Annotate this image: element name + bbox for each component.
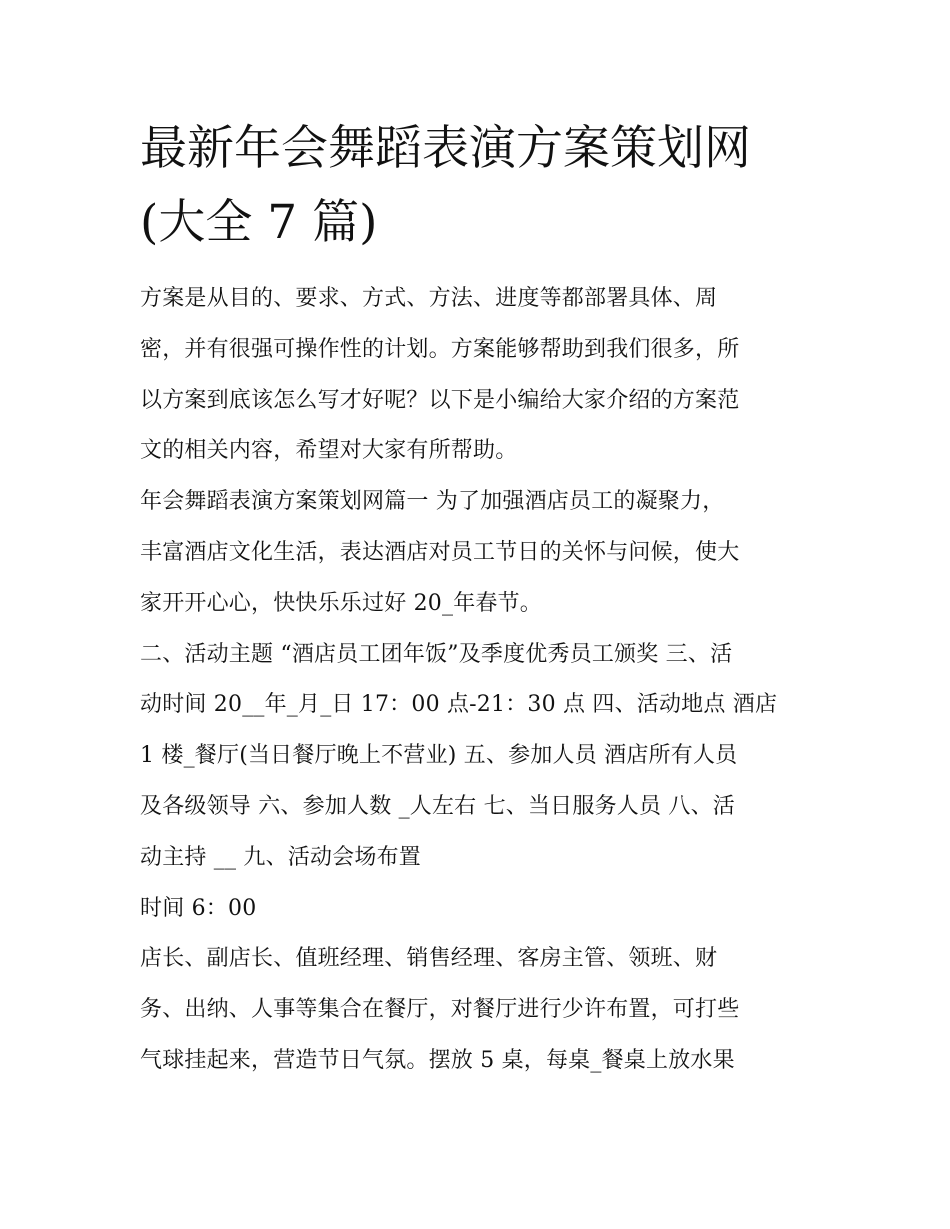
paragraph-part-one: 年会舞蹈表演方案策划网篇一 为了加强酒店员工的凝聚力， 丰富酒店文化生活，表达酒店对员工节日的关怀与问候，使大 家开开心心，快快乐乐过好 20_年春节。 [140,489,740,616]
document-body [140,274,820,1087]
paragraph-time: 时间 6：00 [140,895,257,921]
title-line-2: (大全 7 篇) [140,195,378,250]
document-title [140,112,830,260]
title-line-1: 最新年会舞蹈表演方案策划网 [140,121,751,176]
paragraph-activity-details: 二、活动主题 “酒店员工团年饭”及季度优秀员工颁奖 三、活 动时间 20__年_月_日 17：00 点-21：30 点 四、活动地点 酒店 1 楼_餐厅(当日餐厅晚上不营业) 五、参加人员 酒店所有人员 及各级领导 六、参加人数 _人左右 七、当日服务人员 八、活 动主持 __ 九、活动会场布置 [140,641,778,870]
paragraph-intro: 方案是从目的、要求、方式、方法、进度等都部署具体、周 密，并有很强可操作性的计划。方案能够帮助到我们很多，所 以方案到底该怎么写才好呢？以下是小编给大家介绍的方案范 文的相关内容，希望对大家有所帮助。 [140,286,740,464]
paragraph-setup: 店长、副店长、值班经理、销售经理、客房主管、领班、财 务、出纳、人事等集合在餐厅，对餐厅进行少许布置，可打些 气球挂起来，营造节日气氛。摆放 5 桌，每桌_餐桌上放水果 [140,946,740,1073]
